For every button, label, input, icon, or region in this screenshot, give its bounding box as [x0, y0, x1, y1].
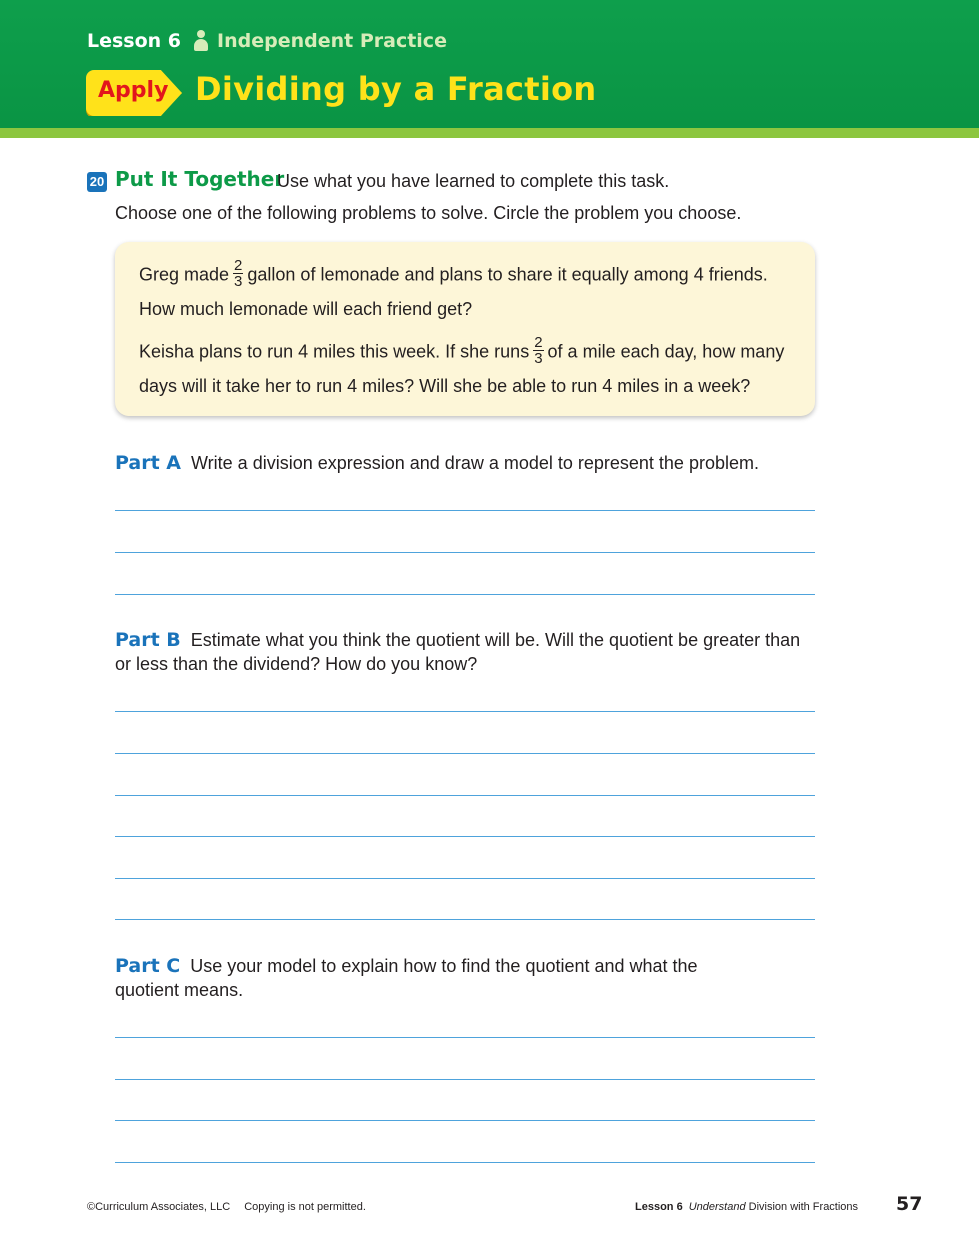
answer-line[interactable] — [115, 753, 815, 754]
question-intro: Use what you have learned to complete this task. — [277, 171, 670, 191]
fraction-two-thirds: $\frac{2}{3}$ — [234, 257, 243, 290]
part-b-text: Estimate what you think the quotient will be. Will the quotient be greater than or less than the dividend? How do you know? — [115, 630, 801, 674]
keisha-problem-line-2[interactable]: days will it take her to run 4 miles? Will she be able to run 4 miles in a week? — [139, 376, 751, 396]
part-b-label: Part B — [115, 629, 181, 651]
page-title: Dividing by a Fraction — [195, 70, 597, 108]
page-number: 57 — [896, 1193, 923, 1215]
question-instruction: Choose one of the following problems to solve. Circle the problem you choose. — [115, 203, 742, 223]
copy-notice: Copying is not permitted. — [244, 1201, 366, 1213]
answer-line[interactable] — [115, 1079, 815, 1080]
answer-line[interactable] — [115, 1037, 815, 1038]
question-label: Put It Together — [115, 167, 285, 191]
part-a-label: Part A — [115, 452, 182, 474]
part-c — [115, 954, 735, 1002]
part-b — [115, 628, 815, 676]
person-icon — [193, 30, 209, 52]
header-stripe — [0, 128, 979, 138]
lesson-label: Lesson 6 — [87, 30, 182, 52]
footer-copyright — [87, 1201, 380, 1213]
answer-line[interactable] — [115, 1120, 815, 1121]
lesson-line — [87, 30, 447, 52]
answer-line[interactable] — [115, 711, 815, 712]
part-a-text: Write a division expression and draw a model to represent the problem. — [191, 453, 759, 473]
greg-problem-line-1[interactable] — [139, 257, 768, 291]
answer-line[interactable] — [115, 552, 815, 553]
footer-lesson — [635, 1201, 858, 1213]
part-a — [115, 451, 815, 475]
answer-line[interactable] — [115, 510, 815, 511]
copyright-text: ©Curriculum Associates, LLC — [87, 1201, 231, 1213]
answer-line[interactable] — [115, 795, 815, 796]
footer-lesson-label: Lesson 6 — [635, 1201, 683, 1213]
part-c-label: Part C — [115, 955, 181, 977]
greg-text-after: gallon of lemonade and plans to share it equally among 4 friends. — [247, 264, 768, 285]
answer-line[interactable] — [115, 836, 815, 837]
greg-text-before: Greg made — [139, 264, 230, 285]
footer-lesson-title: Division with Fractions — [748, 1201, 859, 1213]
answer-line[interactable] — [115, 919, 815, 920]
keisha-text-before: Keisha plans to run 4 miles this week. If she runs — [139, 341, 530, 362]
apply-label: Apply — [98, 78, 169, 103]
part-c-text: Use your model to explain how to find the quotient and what the quotient means. — [115, 956, 698, 1000]
answer-line[interactable] — [115, 1162, 815, 1163]
greg-problem-line-2[interactable]: How much lemonade will each friend get? — [139, 299, 473, 319]
keisha-problem-line-1[interactable] — [139, 334, 785, 368]
answer-line[interactable] — [115, 878, 815, 879]
question-number: 20 — [87, 172, 107, 192]
practice-label: Independent Practice — [217, 30, 447, 52]
footer-lesson-italic: Understand — [688, 1201, 746, 1213]
answer-line[interactable] — [115, 594, 815, 595]
keisha-text-after: of a mile each day, how many — [547, 341, 785, 362]
fraction-two-thirds: $\frac{2}{3}$ — [534, 334, 543, 367]
